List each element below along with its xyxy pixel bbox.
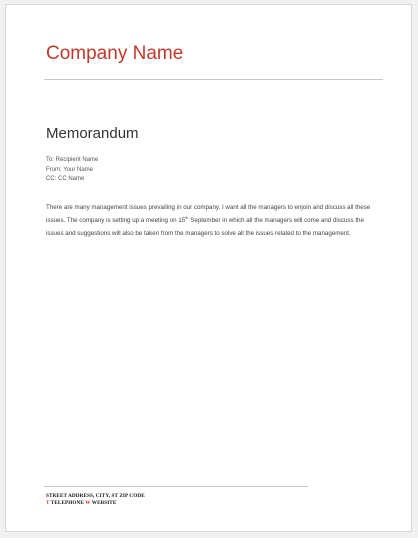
footer-telephone: TELEPHONE <box>50 500 84 506</box>
footer-address: STREET ADDRESS, CITY, ST ZIP CODE <box>46 493 145 499</box>
from-line: From: Your Name <box>46 166 94 173</box>
memo-body-ordinal: th <box>185 215 189 221</box>
memo-body-part2: September in which all the managers will come and discuss the issues and suggestions will also be taken from the managers to solve all the issues related to the management. <box>46 217 364 238</box>
memo-title: Memorandum <box>46 125 139 142</box>
telephone-marker: T <box>46 500 50 506</box>
memo-body-part1: There are many management issues prevailing in our company. I want all the managers to enjoin and discuss all these issues. The company is setting up a meeting on 15 <box>46 204 371 225</box>
footer <box>46 493 145 507</box>
footer-divider <box>44 486 308 487</box>
footer-website: WEBSITE <box>91 500 117 506</box>
website-marker: W <box>85 500 91 506</box>
footer-contact <box>46 500 145 507</box>
company-name: Company Name <box>46 43 184 64</box>
cc-line: CC: CC Name <box>46 176 85 182</box>
to-line: To: Recipient Name <box>46 157 99 163</box>
memo-body <box>46 201 382 241</box>
document-page <box>5 4 412 532</box>
memo-header-fields <box>46 156 98 185</box>
header-divider <box>44 79 383 80</box>
